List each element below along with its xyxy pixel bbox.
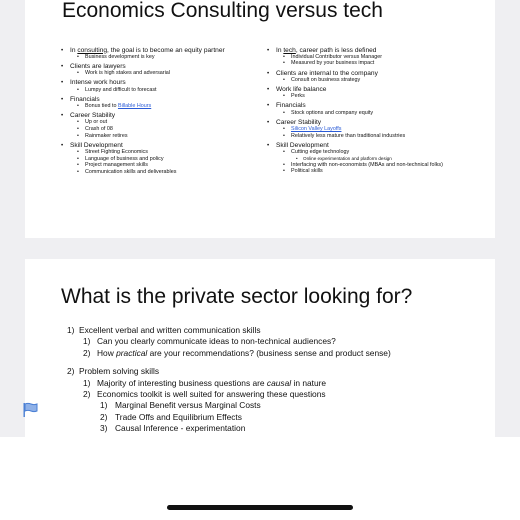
flag-icon[interactable] bbox=[22, 402, 38, 418]
sub-bullet: • Bonus tied to Billable Hours bbox=[61, 103, 276, 110]
sub-bullet: • Communication skills and deliverables bbox=[61, 169, 276, 176]
list-item: 1) Excellent verbal and written communication skills bbox=[67, 325, 261, 335]
sub-bullet: • Interfacing with non-economists (MBAs and non-technical folks) bbox=[267, 162, 482, 169]
sub-bullet bbox=[267, 126, 482, 133]
sub-bullet: • Lumpy and difficult to forecast bbox=[61, 87, 276, 94]
bullet-skills: • Skill Development bbox=[267, 142, 482, 149]
home-indicator[interactable] bbox=[167, 505, 353, 510]
tech-column bbox=[267, 44, 482, 175]
list-item: 2) Problem solving skills bbox=[67, 366, 160, 377]
bullet-stability: • Career Stability bbox=[61, 112, 276, 119]
sub-bullet: • Cutting edge technology bbox=[267, 149, 482, 156]
bullet-clients: • Clients are lawyers bbox=[61, 63, 276, 70]
sub-bullet: • Project management skills bbox=[61, 162, 276, 169]
slide-1[interactable] bbox=[25, 0, 495, 238]
bullet-consulting: • In consulting, the goal is to become an equity partner bbox=[61, 47, 276, 54]
sub-bullet: • Individual Contributor versus Manager bbox=[267, 54, 482, 61]
sub-bullet: • Up or out bbox=[61, 119, 276, 126]
sub-bullet: • Relatively less mature than traditional industries bbox=[267, 133, 482, 140]
list-item: 1) Can you clearly communicate ideas to non-technical audiences? bbox=[83, 336, 336, 347]
bullet-skills: • Skill Development bbox=[61, 142, 276, 149]
billable-hours-link[interactable]: Billable Hours bbox=[117, 102, 152, 109]
sub-bullet: • Language of business and policy bbox=[61, 156, 276, 163]
list-item: 2) How practical are your recommendations? (business sense and product sense) bbox=[83, 347, 391, 358]
sub-bullet: • Perks bbox=[267, 93, 482, 100]
bullet-financials: • Financials bbox=[267, 102, 482, 109]
layoffs-link[interactable]: Silicon Valley Layoffs bbox=[291, 125, 342, 132]
sub-bullet: • Measured by your business impact bbox=[267, 60, 482, 67]
sub-bullet: • Work is high stakes and adversarial bbox=[61, 70, 276, 77]
list-item: 2) Trade Offs and Equilibrium Effects bbox=[100, 411, 242, 422]
list-item: 2) Economics toolkit is well suited for answering these questions bbox=[83, 389, 326, 400]
list-item: 3) Causal Inference - experimentation bbox=[100, 423, 246, 434]
sub-bullet: • Street Fighting Economics bbox=[61, 149, 276, 156]
sub-bullet: • Rainmaker retires bbox=[61, 133, 276, 140]
list-item: 1) Marginal Benefit versus Marginal Costs bbox=[100, 400, 261, 411]
sub-sub-bullet: • Online experimentation and platform design bbox=[267, 156, 482, 162]
sub-bullet: • Crash of 08 bbox=[61, 126, 276, 133]
sub-bullet: • Political skills bbox=[267, 168, 482, 175]
slide-2-body bbox=[55, 325, 391, 435]
bullet-balance: • Work life balance bbox=[267, 86, 482, 93]
consulting-column bbox=[61, 44, 276, 175]
bullet-stability: • Career Stability bbox=[267, 119, 482, 126]
bullet-hours: • Intense work hours bbox=[61, 79, 276, 86]
bullet-financials: • Financials bbox=[61, 96, 276, 103]
slide-2-title: What is the private sector looking for? bbox=[61, 285, 413, 308]
sub-bullet: • Consult on business strategy bbox=[267, 77, 482, 84]
slide-2[interactable] bbox=[25, 259, 495, 437]
slide-1-title: Economics Consulting versus tech bbox=[62, 0, 383, 22]
sub-bullet: • Stock options and company equity bbox=[267, 110, 482, 117]
list-item: 1) Majority of interesting business questions are causal in nature bbox=[83, 377, 327, 388]
bullet-clients: • Clients are internal to the company bbox=[267, 70, 482, 77]
bullet-tech: • In tech, career path is less defined bbox=[267, 47, 482, 54]
sub-bullet: • Business development is key bbox=[61, 54, 276, 61]
